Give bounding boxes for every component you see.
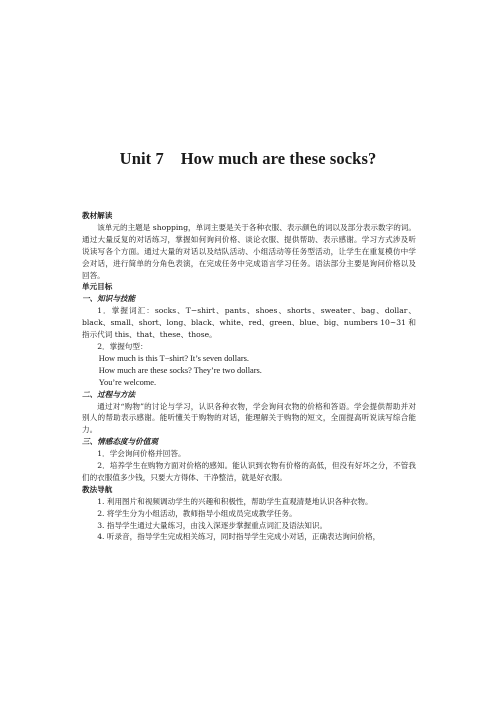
guide-item-2: 2. 将学生分为小组活动，教师指导小组成员完成教学任务。 xyxy=(97,508,297,518)
subheading-knowledge: 一、知识与技能 xyxy=(82,294,136,304)
analysis-paragraph: 该单元的主题是 shopping，单词主要是关于各种衣服、表示颜色的词以及部分表示数字的词。通过大量反复的对话练习，掌握如何询问价格、谈论衣服、提供帮助、表示感谢。学习方式涉及听说读写各个方面。通过大量的对话以及结队活动、小组活动等任务型活动，让学生在重复模仿中学会对话，进行简单的分角色表演，在完成任务中完成语言学习任务。语法部分主要是询问价格以及回答。 xyxy=(82,222,416,280)
subheading-emotion: 三、情感态度与价值观 xyxy=(82,437,158,447)
knowledge-item-1: 1．掌握词汇：socks、T−shirt、pants、shoes、shorts、sweater、bag、dollar、black、small、short、long、black、white、red、green、blue、big、numbers 10~31 和指示代词 this、that、these、those。 xyxy=(82,306,416,340)
section-heading-objectives: 单元目标 xyxy=(82,282,113,292)
process-paragraph: 通过对“购物”的讨论与学习，认识各种衣物，学会询问衣物的价格和答语。学会提供帮助并对别人的帮助表示感谢。能听懂关于购物的对话，能理解关于购物的短文，全面提高听说读写综合能力。 xyxy=(82,401,416,435)
sentence-pattern-2: How much are these socks? They’re two dollars. xyxy=(98,365,262,375)
knowledge-item-2: 2．掌握句型： xyxy=(97,341,148,351)
guide-item-3: 3. 指导学生通过大量练习，由浅入深逐步掌握重点词汇及语法知识。 xyxy=(97,520,328,530)
guide-item-1: 1. 利用图片和视频调动学生的兴趣和积极性，帮助学生直观清楚地认识各种衣物。 xyxy=(97,496,373,506)
guide-item-4: 4. 听录音，指导学生完成相关练习，同时指导学生完成小对话，正确表达询问价格， xyxy=(97,532,381,542)
section-heading-guide: 教法导航 xyxy=(82,484,113,494)
emotion-item-1: 1．学会询问价格并回答。 xyxy=(97,449,186,459)
sentence-pattern-1: How much is this T−shirt? It’s seven dollars. xyxy=(98,353,249,363)
sentence-pattern-3: You’re welcome. xyxy=(98,377,157,387)
document-body xyxy=(82,210,416,543)
emotion-item-2: 2．培养学生在购物方面对价格的感知。能认识到衣物有价格的高低，但没有好坏之分，不管我们的衣服值多少钱，只要大方得体、干净整洁，就是好衣服。 xyxy=(82,461,416,482)
subheading-process: 二、过程与方法 xyxy=(82,389,136,399)
section-heading-analysis: 教材解读 xyxy=(82,211,113,220)
page-title: Unit 7 How much are these socks? xyxy=(119,149,377,168)
